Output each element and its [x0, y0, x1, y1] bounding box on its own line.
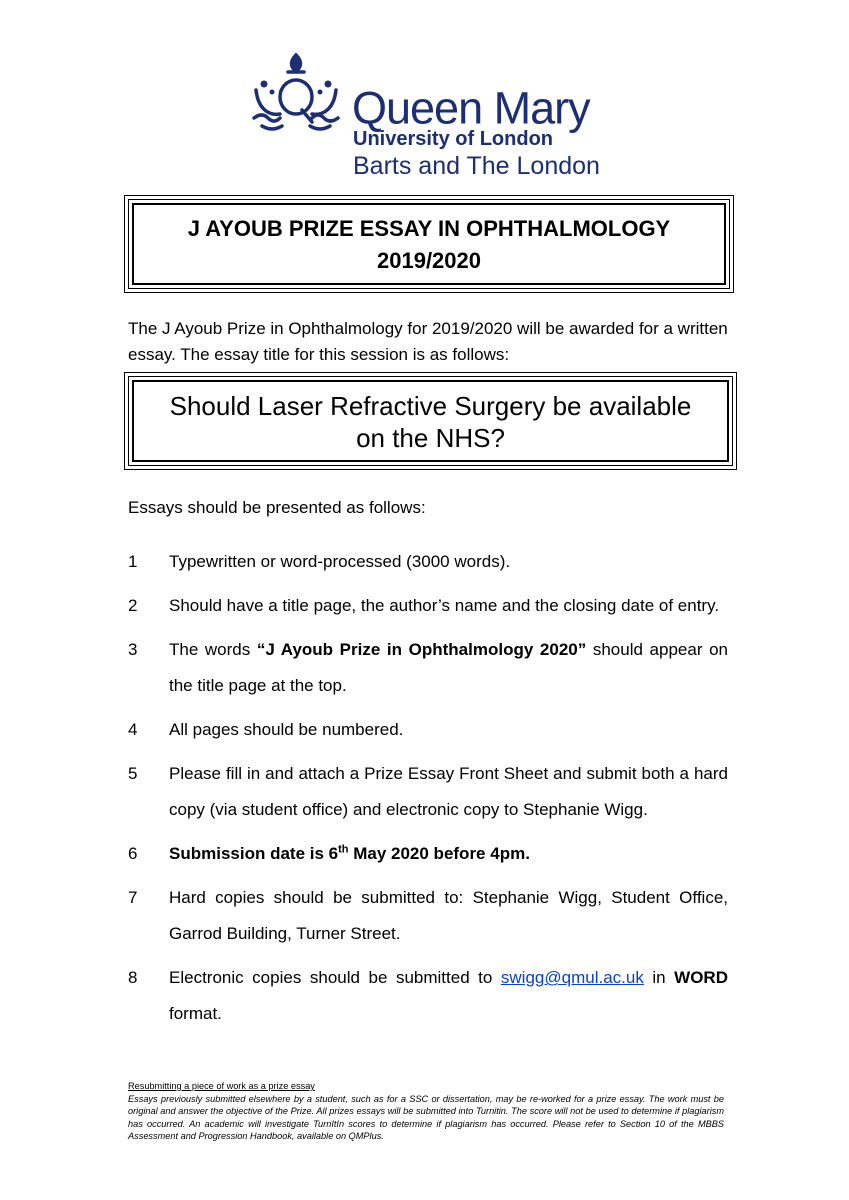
item-text: All pages should be numbered. [169, 720, 404, 739]
crest-icon [250, 52, 342, 134]
item-number: 6 [128, 844, 138, 863]
brand-university: University of London [353, 128, 553, 150]
list-item [128, 836, 728, 872]
page-title [125, 213, 733, 277]
item-text: Typewritten or word-processed (3000 words). [169, 552, 511, 571]
item-number: 1 [128, 552, 138, 571]
title-line-2: 2019/2020 [377, 248, 481, 273]
item-number: 7 [128, 888, 138, 907]
item-text: Hard copies should be submitted to: Stephanie Wigg, Student Office, Garrod Building, Turner Street. [169, 888, 728, 943]
footnote-body: Essays previously submitted elsewhere by a student, such as for a SSC or dissertation, may be re-worked for a prize essay. The work must be original and answer the objective of the Prize. All prizes essays will be submitted into Turnitin. The score will not be used to determine if plagiarism has occurred. An academic will investigate TurnItIn scores to determine if plagiarism has occurred. Please refer to Section 10 of the MBBS Assessment and Progression Handbook, available on QMPlus. [128, 1093, 724, 1141]
brand-name: Queen Mary [352, 82, 590, 134]
item-text: Electronic copies should be submitted to swigg@qmul.ac.uk in WORD format. [169, 968, 728, 1023]
university-logo [250, 48, 610, 183]
list-item [128, 960, 728, 1032]
title-line-1: J AYOUB PRIZE ESSAY IN OPHTHALMOLOGY [187, 216, 671, 241]
item-text: The words “J Ayoub Prize in Ophthalmology 2020” should appear on the title page at the top. [169, 640, 729, 695]
question-line-1: Should Laser Refractive Surgery be available [169, 391, 692, 421]
item-text: Should have a title page, the author’s name and the closing date of entry. [169, 596, 720, 615]
email-link[interactable]: swigg@qmul.ac.uk [500, 968, 644, 987]
list-item [128, 712, 728, 748]
title-box [124, 195, 734, 293]
item-number: 2 [128, 596, 138, 615]
essay-question-box [124, 372, 737, 470]
list-item [128, 588, 728, 624]
item-text: Please fill in and attach a Prize Essay Front Sheet and submit both a hard copy (via student office) and electronic copy to Stephanie Wigg. [169, 764, 728, 819]
presentation-lead: Essays should be presented as follows: [128, 498, 426, 517]
list-item [128, 880, 728, 952]
item-number: 3 [128, 640, 138, 659]
list-item [128, 756, 728, 828]
list-item [128, 632, 728, 704]
item-number: 8 [128, 968, 138, 987]
list-item [128, 544, 728, 580]
submission-date: Submission date is 6th May 2020 before 4pm. [169, 843, 530, 863]
brand-campus: Barts and The London [353, 152, 600, 180]
requirements-list [128, 544, 728, 1040]
intro-paragraph: The J Ayoub Prize in Ophthalmology for 2019/2020 will be awarded for a written essay. The essay title for this session is as follows: [128, 319, 728, 364]
item-number: 5 [128, 764, 138, 783]
item-number: 4 [128, 720, 138, 739]
prize-name-bold: “J Ayoub Prize in Ophthalmology 2020” [256, 640, 587, 659]
question-line-2: on the NHS? [356, 423, 505, 453]
essay-question [125, 390, 736, 454]
footnote [128, 1080, 724, 1143]
footnote-heading: Resubmitting a piece of work as a prize essay [128, 1081, 315, 1091]
